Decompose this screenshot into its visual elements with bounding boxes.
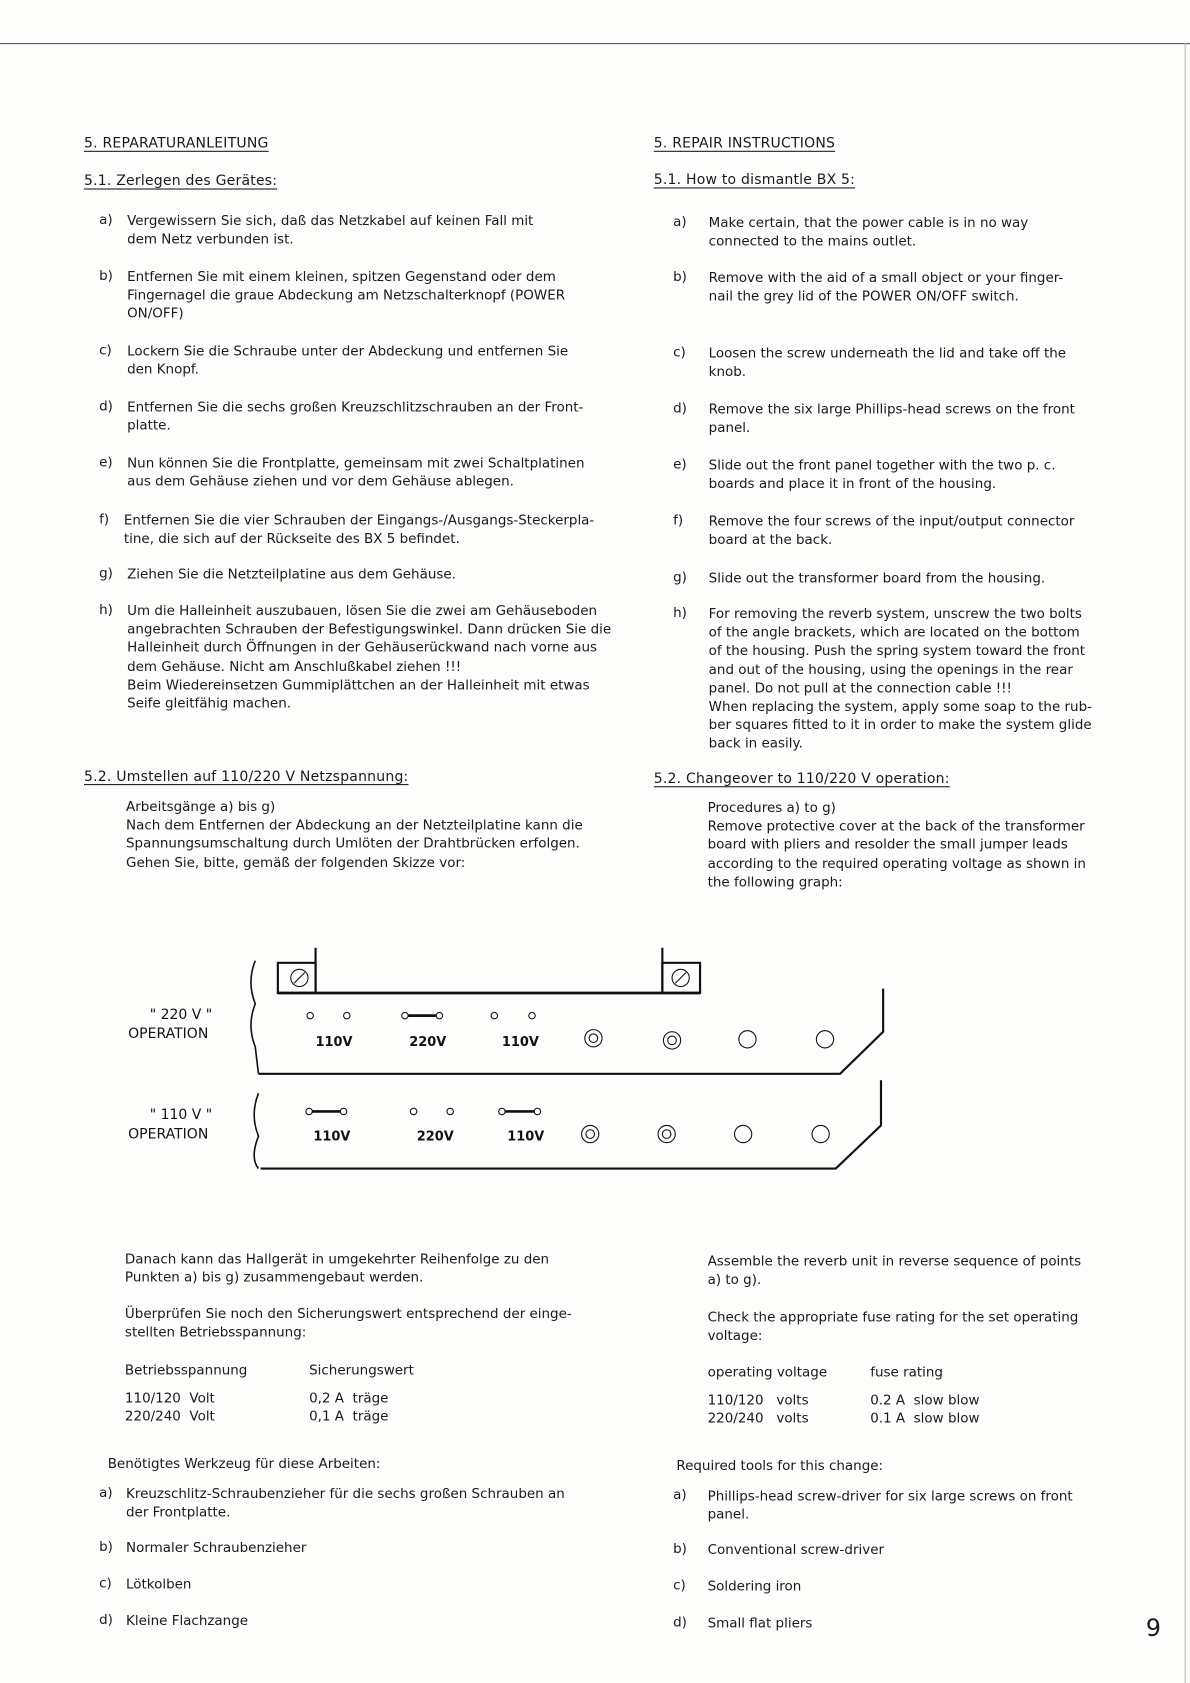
tool-text: Phillips-head screw-driver for six large screws on front panel. — [707, 1487, 1073, 1523]
step-text: Vergewissern Sie sich, daß das Netzkabel auf keinen Fall mit dem Netz verbunden ist. — [127, 212, 534, 247]
label-110v: 110V — [313, 1129, 351, 1145]
table-cell: 0.2 A slow blow — [870, 1391, 980, 1408]
left-voltage-text: Arbeitsgänge a) bis g) Nach dem Entfernen der Abdeckung an der Netzteilplatine kann die Spannungsumschaltung durch Umlöten der Drahtbrücken erfolgen. Gehen Sie, bitte, gemäß der folgenden Skizze vor: — [126, 798, 583, 870]
tool-label: c) — [673, 1576, 686, 1593]
step-text: Loosen the screw underneath the lid and take off the knob. — [708, 344, 1067, 380]
tool-label: d) — [99, 1611, 113, 1628]
left-sub-dismantle: 5.1. Zerlegen des Gerätes: — [84, 173, 278, 190]
tool-label: a) — [99, 1484, 113, 1501]
tool-text: Small flat pliers — [707, 1614, 813, 1631]
board-220v — [128, 948, 883, 1074]
step-text: Entfernen Sie die vier Schrauben der Eingangs-/Ausgangs-Steckerpla- tine, die sich auf der Rückseite des BX 5 befindet. — [123, 511, 595, 547]
step-label: f) — [99, 510, 110, 527]
step-text: Um die Halleinheit auszubauen, lösen Sie die zwei am Gehäuseboden angebrachten Schrauben der Befestigungswinkel. Dann drücken Sie die Halleinheit durch Öffnungen in der Gehäuserückwand nach vorne aus dem Gehäuse. Nicht am Anschlußkabel ziehen !!! Beim Wiedereinsetzen Gummiplättchen an der Halleinheit mit etwas Seife gleitfähig machen. — [127, 602, 612, 711]
step-label: c) — [99, 341, 112, 358]
step-text: Remove the six large Phillips-head screws on the front panel. — [708, 400, 1075, 436]
table-cell: 0,2 A träge — [309, 1389, 389, 1406]
step-text: Slide out the front panel together with the two p. c. boards and place it in front of the housing. — [708, 456, 1056, 492]
table-cell: 0,1 A träge — [309, 1407, 389, 1424]
op-title: " 220 V " — [149, 1006, 213, 1023]
right-tools-title: Required tools for this change: — [676, 1457, 884, 1474]
step-text: Ziehen Sie die Netzteilplatine aus dem Gehäuse. — [127, 565, 456, 582]
right-fuse-check: Check the appropriate fuse rating for the set operating voltage: — [707, 1308, 1079, 1344]
board-110v — [128, 1080, 881, 1168]
step-label: h) — [99, 600, 113, 618]
right-reassemble: Assemble the reverb unit in reverse sequence of points a) to g). — [707, 1252, 1082, 1288]
left-tools-title: Benötigtes Werkzeug für diese Arbeiten: — [107, 1455, 381, 1472]
right-sub-voltage: 5.2. Changeover to 110/220 V operation: — [653, 771, 950, 788]
tool-label: c) — [99, 1574, 112, 1591]
tool-label: a) — [673, 1486, 687, 1503]
tool-text: Conventional screw-driver — [707, 1541, 885, 1558]
op-sub: OPERATION — [128, 1126, 209, 1143]
tool-text: Lötkolben — [126, 1575, 192, 1592]
step-label: h) — [673, 604, 687, 621]
left-heading: 5. REPARATURANLEITUNG — [84, 135, 269, 152]
step-label: b) — [673, 268, 687, 285]
tool-text: Kreuzschlitz-Schraubenzieher für die sechs großen Schrauben an der Frontplatte. — [126, 1485, 565, 1520]
tool-label: b) — [673, 1540, 687, 1557]
step-label: g) — [673, 568, 687, 585]
table-header: Betriebsspannung — [124, 1361, 248, 1378]
step-label: d) — [673, 399, 687, 416]
label-220v: 220V — [416, 1129, 454, 1145]
step-label: e) — [99, 453, 113, 470]
step-text: Remove the four screws of the input/output connector board at the back. — [708, 512, 1075, 548]
tool-text: Normaler Schraubenzieher — [126, 1539, 307, 1556]
step-text: For removing the reverb system, unscrew the two bolts of the angle brackets, which are located on the bottom of the housing. Push the spring system toward the front and out of the housing, using the openings in the rear panel. Do not pull at the connection cable !!! When replacing the system, apply some soap to the rub- ber squares fitted to it in order to make the system glide back in easily. — [708, 605, 1092, 752]
table-cell: 220/240 Volt — [124, 1407, 215, 1424]
step-text: Slide out the transformer board from the housing. — [708, 569, 1046, 586]
op-title: " 110 V " — [149, 1107, 213, 1124]
tool-text: Soldering iron — [707, 1577, 802, 1594]
step-text: Remove with the aid of a small object or your finger- nail the grey lid of the POWER ON/OFF switch. — [708, 269, 1064, 304]
right-sub-dismantle: 5.1. How to dismantle BX 5: — [653, 172, 856, 189]
step-label: c) — [673, 343, 686, 360]
step-label: e) — [673, 455, 687, 472]
right-voltage-text: Procedures a) to g) Remove protective cover at the back of the transformer board with pliers and resolder the small jumper leads according to the required operating voltage as shown in the following graph: — [707, 799, 1086, 890]
step-label: a) — [673, 213, 687, 230]
table-cell: 110/120 Volt — [124, 1389, 215, 1406]
right-heading: 5. REPAIR INSTRUCTIONS — [653, 135, 836, 152]
table-header: operating voltage — [707, 1363, 828, 1380]
step-text: Entfernen Sie die sechs großen Kreuzschlitzschrauben an der Front- platte. — [127, 398, 584, 434]
label-110v: 110V — [315, 1034, 353, 1050]
table-cell: 0.1 A slow blow — [870, 1409, 980, 1426]
op-sub: OPERATION — [128, 1026, 209, 1043]
tool-text: Kleine Flachzange — [126, 1612, 249, 1629]
page-number: 9 — [1145, 1615, 1162, 1643]
step-label: b) — [99, 267, 113, 284]
left-sub-voltage: 5.2. Umstellen auf 110/220 V Netzspannung: — [84, 768, 409, 786]
table-header: Sicherungswert — [309, 1361, 414, 1378]
label-110v: 110V — [507, 1129, 545, 1145]
table-header: fuse rating — [870, 1363, 943, 1380]
tool-label: b) — [99, 1537, 113, 1555]
step-label: a) — [99, 211, 113, 228]
step-label: g) — [99, 564, 113, 581]
tool-label: d) — [673, 1613, 687, 1630]
step-text: Lockern Sie die Schraube unter der Abdeckung und entfernen Sie den Knopf. — [127, 342, 569, 378]
left-fuse-check: Überprüfen Sie noch den Sicherungswert entsprechend der einge- stellten Betriebsspannung: — [124, 1305, 572, 1341]
label-220v: 220V — [409, 1034, 447, 1050]
step-text: Make certain, that the power cable is in no way connected to the mains outlet. — [708, 214, 1029, 250]
step-text: Nun können Sie die Frontplatte, gemeinsam mit zwei Schaltplatinen aus dem Gehäuse ziehen und vor dem Gehäuse ablegen. — [127, 454, 585, 490]
step-label: d) — [99, 397, 113, 414]
table-cell: 220/240 volts — [707, 1409, 809, 1426]
step-text: Entfernen Sie mit einem kleinen, spitzen Gegenstand oder dem Fingernagel die graue Abdeckung am Netzschalterknopf (POWER ON/OFF) — [127, 268, 566, 322]
table-cell: 110/120 volts — [707, 1391, 809, 1408]
label-110v: 110V — [501, 1034, 539, 1050]
left-reassemble: Danach kann das Hallgerät in umgekehrter Reihenfolge zu den Punkten a) bis g) zusammengebaut werden. — [124, 1250, 550, 1286]
step-label: f) — [673, 511, 684, 528]
